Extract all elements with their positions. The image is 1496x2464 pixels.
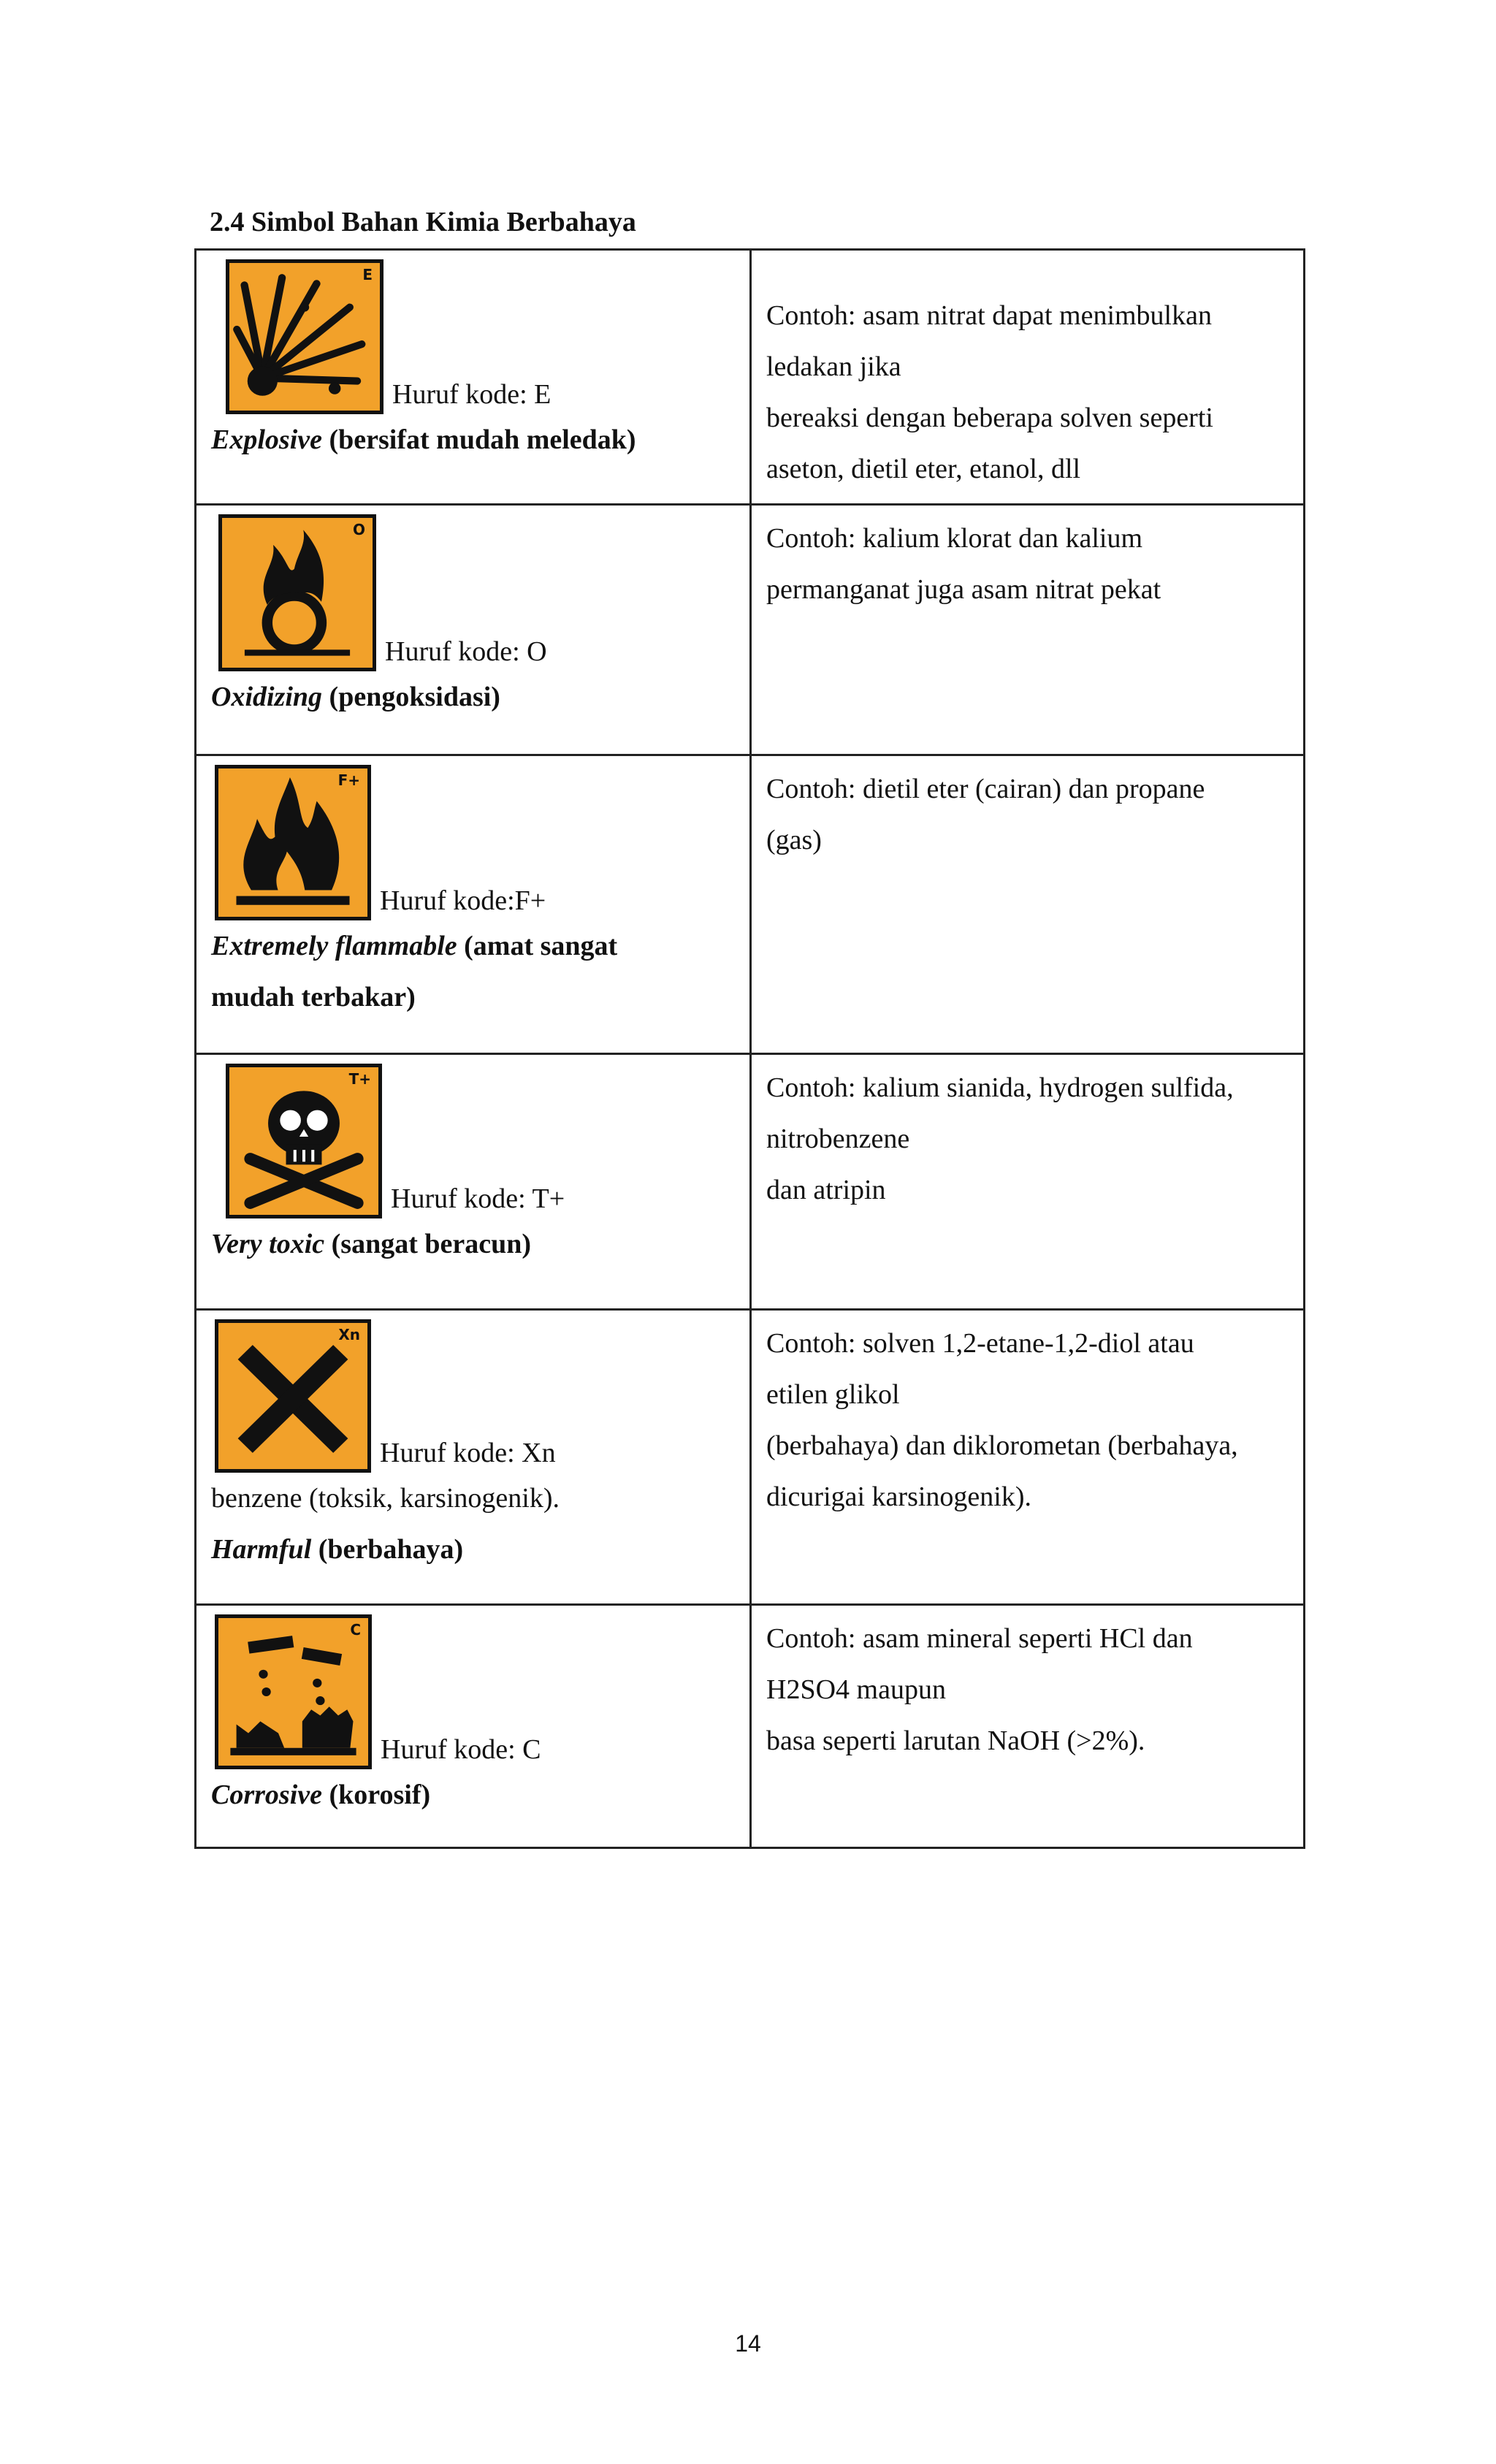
flammable-icon: F+ — [215, 765, 371, 920]
corrosive-icon: C — [215, 1614, 372, 1769]
example-cell: Contoh: solven 1,2-etane-1,2-diol atau etilen glikol (berbahaya) dan diklorometan (berbahaya, dicurigai karsinogenik). — [751, 1310, 1305, 1605]
explosive-icon: E — [226, 259, 383, 414]
hazard-note: benzene (toksik, karsinogenik). — [211, 1483, 560, 1514]
example-cell: Contoh: dietil eter (cairan) dan propane (gas) — [751, 755, 1305, 1054]
example-cell: Contoh: kalium klorat dan kalium permanganat juga asam nitrat pekat — [751, 505, 1305, 755]
oxidizing-icon: O — [218, 514, 376, 671]
symbol-cell — [196, 1310, 751, 1605]
page-number: 14 — [735, 2330, 761, 2357]
hazard-code: Huruf kode: O — [385, 636, 547, 667]
hazard-symbol-table — [194, 248, 1305, 1849]
harmful-cross-icon: Xn — [215, 1319, 371, 1473]
hazard-code: Huruf kode: E — [392, 379, 552, 410]
hazard-name: Explosive (bersifat mudah meledak) — [211, 424, 636, 455]
hazard-code: Huruf kode: C — [381, 1734, 541, 1765]
hazard-name: Corrosive (korosif) — [211, 1780, 431, 1810]
symbol-cell — [196, 505, 751, 755]
symbol-cell — [196, 1054, 751, 1310]
page-title: 2.4 Simbol Bahan Kimia Berbahaya — [210, 207, 636, 237]
table-row — [196, 1605, 1305, 1848]
toxic-skull-icon: T+ — [226, 1064, 382, 1218]
hazard-name: Extremely flammable (amat sangat mudah terbakar) — [211, 931, 618, 1012]
hazard-code: Huruf kode:F+ — [380, 885, 546, 916]
table-row — [196, 1310, 1305, 1605]
hazard-name: Very toxic (sangat beracun) — [211, 1229, 532, 1259]
table-row — [196, 755, 1305, 1054]
symbol-cell — [196, 1605, 751, 1848]
table-row — [196, 505, 1305, 755]
example-cell: Contoh: asam mineral seperti HCl dan H2SO4 maupun basa seperti larutan NaOH (>2%). — [751, 1605, 1305, 1848]
hazard-code: Huruf kode: T+ — [391, 1183, 565, 1214]
hazard-name: Harmful (berbahaya) — [211, 1534, 464, 1565]
table-row — [196, 1054, 1305, 1310]
hazard-name: Oxidizing (pengoksidasi) — [211, 682, 500, 712]
example-cell: Contoh: kalium sianida, hydrogen sulfida, nitrobenzene dan atripin — [751, 1054, 1305, 1310]
table-row — [196, 250, 1305, 505]
example-cell: Contoh: asam nitrat dapat menimbulkan ledakan jika bereaksi dengan beberapa solven seperti aseton, dietil eter, etanol, dll — [751, 250, 1305, 505]
symbol-cell — [196, 250, 751, 505]
hazard-code: Huruf kode: Xn — [380, 1438, 556, 1468]
symbol-cell — [196, 755, 751, 1054]
